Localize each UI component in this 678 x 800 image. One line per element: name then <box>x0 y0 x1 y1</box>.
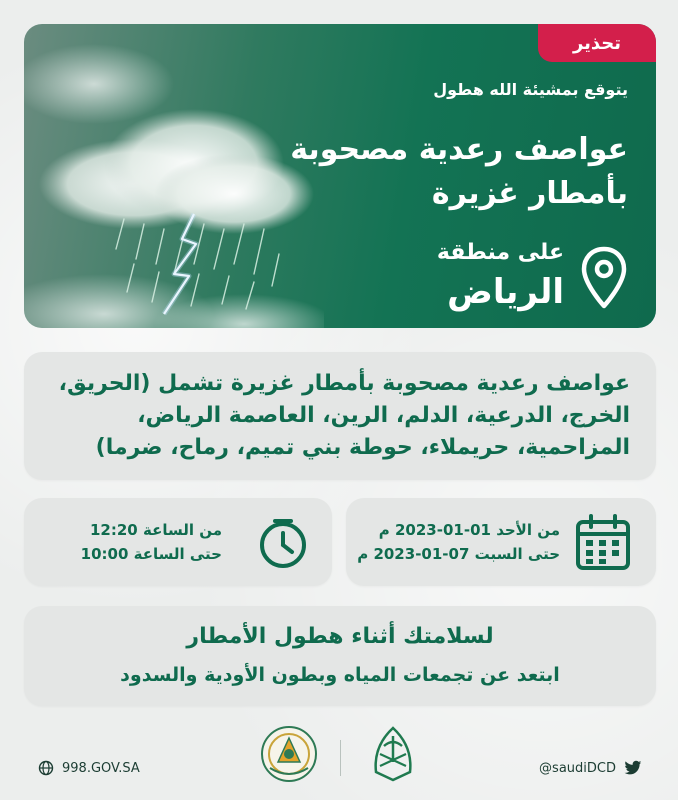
website-text: 998.GOV.SA <box>62 760 140 776</box>
location-pin-icon <box>580 246 628 310</box>
ministry-emblem <box>362 722 424 786</box>
footer-divider <box>340 740 341 776</box>
safety-advice-card <box>24 606 656 706</box>
twitter-icon <box>624 760 642 776</box>
civil-defense-emblem <box>258 722 320 786</box>
safety-advice: ابتعد عن تجمعات المياه وبطون الأودية والسدود <box>120 664 560 686</box>
time-card <box>24 498 332 586</box>
affected-areas-text: عواصف رعدية مصحوبة بأمطار غزيرة تشمل (الحريق، الخرج، الدرعية، الدلم، الرين، العاصمة الرياض، المزاحمية، حريملاء، حوطة بني تميم، رماح، ضرما) <box>58 371 630 460</box>
storm-cloud-icon <box>24 24 324 328</box>
globe-icon <box>38 760 54 776</box>
date-lines <box>357 518 560 566</box>
twitter-handle: @saudiDCD <box>539 760 616 776</box>
date-card <box>346 498 656 586</box>
date-to: حتى السبت 07-01-2023 م <box>357 545 560 563</box>
date-from: من الأحد 01-01-2023 م <box>378 521 560 539</box>
time-from: من الساعة 12:20 <box>90 521 222 539</box>
calendar-icon <box>574 512 632 572</box>
region-label: على منطقة <box>436 240 564 265</box>
safety-title: لسلامتك أثناء هطول الأمطار <box>186 624 494 649</box>
time-to: حتى الساعة 10:00 <box>80 545 222 563</box>
website-link[interactable] <box>38 760 140 776</box>
twitter-link[interactable] <box>539 760 642 776</box>
region-name: الرياض <box>447 272 564 312</box>
time-lines <box>81 518 222 566</box>
clock-icon <box>256 516 310 570</box>
warning-hero-card <box>24 24 656 328</box>
hero-title-line2: بأمطار غزيرة <box>431 176 628 211</box>
warning-tag: تحذير <box>538 24 656 62</box>
affected-areas-card <box>24 352 656 480</box>
hero-title-line1: عواصف رعدية مصحوبة <box>290 132 628 167</box>
hero-subtitle: يتوقع بمشيئة الله هطول <box>433 80 628 99</box>
